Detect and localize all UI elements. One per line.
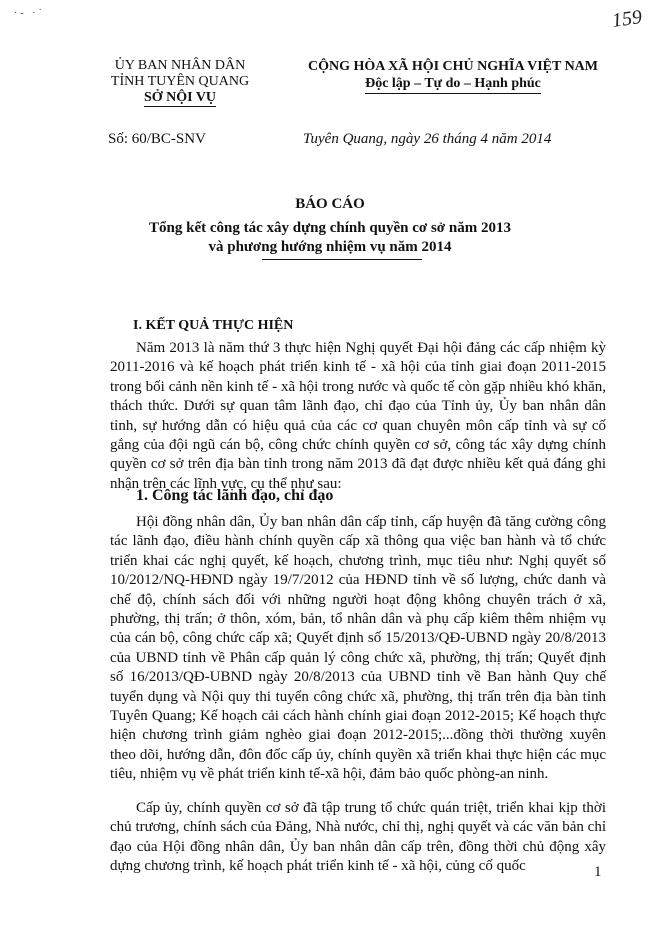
motto: Độc lập – Tự do – Hạnh phúc	[365, 75, 541, 94]
body-paragraph-2	[110, 799, 606, 877]
section-heading: I. KẾT QUẢ THỰC HIỆN	[133, 318, 294, 333]
subtitle-line-1: Tổng kết công tác xây dựng chính quyền cơ sở năm 2013	[149, 220, 511, 236]
country-name: CỘNG HÒA XÃ HỘI CHỦ NGHĨA VIỆT NAM	[307, 59, 598, 74]
place-and-date: Tuyên Quang, ngày 26 tháng 4 năm 2014	[303, 131, 552, 147]
paragraph-text: Cấp ủy, chính quyền cơ sở đã tập trung tổ chức quán triệt, triển khai kịp thời chủ trương, chính sách của Đảng, Nhà nước, chỉ thị, nghị quyết và các văn bản chỉ đạo của Hội đồng nhân dân, Ủy ban nhân dân cấp trên, đồng thời chủ động xây dựng chương trình, kế hoạch phát triển kinh tế - xã hội, củng cố quốc	[110, 800, 606, 875]
document-title: BÁO CÁO	[295, 196, 365, 212]
page-number: 1	[594, 864, 602, 880]
authority-department: SỞ NỘI VỤ	[143, 90, 217, 105]
title-divider	[262, 259, 422, 260]
scan-specks: ·‐ ·˙	[14, 8, 45, 19]
authority-line-1: ỦY BAN NHÂN DÂN	[114, 58, 246, 73]
handwritten-page-mark: 159	[610, 6, 644, 32]
document-number: Số: 60/BC-SNV	[108, 131, 206, 147]
subtitle-line-2: và phương hướng nhiệm vụ năm 2014	[208, 239, 452, 255]
issuing-authority	[95, 58, 265, 107]
paragraph-text: Hội đồng nhân dân, Ủy ban nhân dân cấp tỉnh, cấp huyện đã tăng cường công tác lãnh đạo, điều hành chính quyền cấp xã thông qua việc ban hành và tổ chức triển khai các nghị quyết, kế hoạch, chương trình, mục tiêu như: Nghị quyết số 10/2012/NQ-HĐND ngày 19/7/2012 của HĐND tỉnh về số lượng, chức danh và chế độ, chính sách đối với những người hoạt động không chuyên trách ở xã, phường, thị trấn; ở thôn, xóm, bản, tổ nhân dân và phụ cấp kiêm thêm nhiệm vụ của cán bộ, công chức cấp xã; Quyết định số 15/2013/QĐ-UBND ngày 20/8/2013 của UBND tỉnh về Phân cấp quản lý công chức xã, phường, thị trấn; Quyết định số 16/2013/QĐ-UBND ngày 20/8/2013 của UBND tỉnh về Ban hành Quy chế tuyển dụng và Nội quy thi tuyển công chức xã, phường, thị trấn trên địa bàn tỉnh Tuyên Quang; Kế hoạch cải cách hành chính giai đoạn 2012-2015; Kế hoạch thực hiện chương trình giảm nghèo giai đoạn 2012-2015;...đồng thời thường xuyên theo dõi, hướng dẫn, đôn đốc cấp ủy, chính quyền xã triển khai thực hiện các mục tiêu, nhiệm vụ về phát triển kinh tế-xã hội, đảm bảo quốc phòng-an ninh.	[110, 514, 606, 783]
document-subtitle	[0, 219, 660, 257]
paragraph-text: Năm 2013 là năm thứ 3 thực hiện Nghị quyết Đại hội đảng các cấp nhiệm kỳ 2011-2016 và kế hoạch phát triển kinh tế - xã hội của tỉnh giai đoạn 2011-2015 trong bối cảnh nền kinh tế - xã hội trong nước và quốc tế còn gặp nhiều khó khăn, thách thức. Dưới sự quan tâm lãnh đạo, chỉ đạo của Tỉnh ủy, Ủy ban nhân dân tỉnh, sự hướng dẫn có hiệu quả của các cơ quan chuyên môn cấp tỉnh và sự cố gắng của đội ngũ cán bộ, công chức chính quyền cơ sở, công tác xây dựng chính quyền cơ sở trên địa bàn tỉnh trong năm 2013 đã đạt được nhiều kết quả đáng ghi nhận trên các lĩnh vực, cụ thể như sau:	[110, 340, 606, 492]
intro-paragraph	[110, 339, 606, 494]
body-paragraph-1	[110, 513, 606, 785]
authority-line-2: TỈNH TUYÊN QUANG	[110, 74, 250, 89]
subsection-heading: 1. Công tác lãnh đạo, chỉ đạo	[136, 487, 334, 504]
national-motto	[283, 58, 623, 94]
